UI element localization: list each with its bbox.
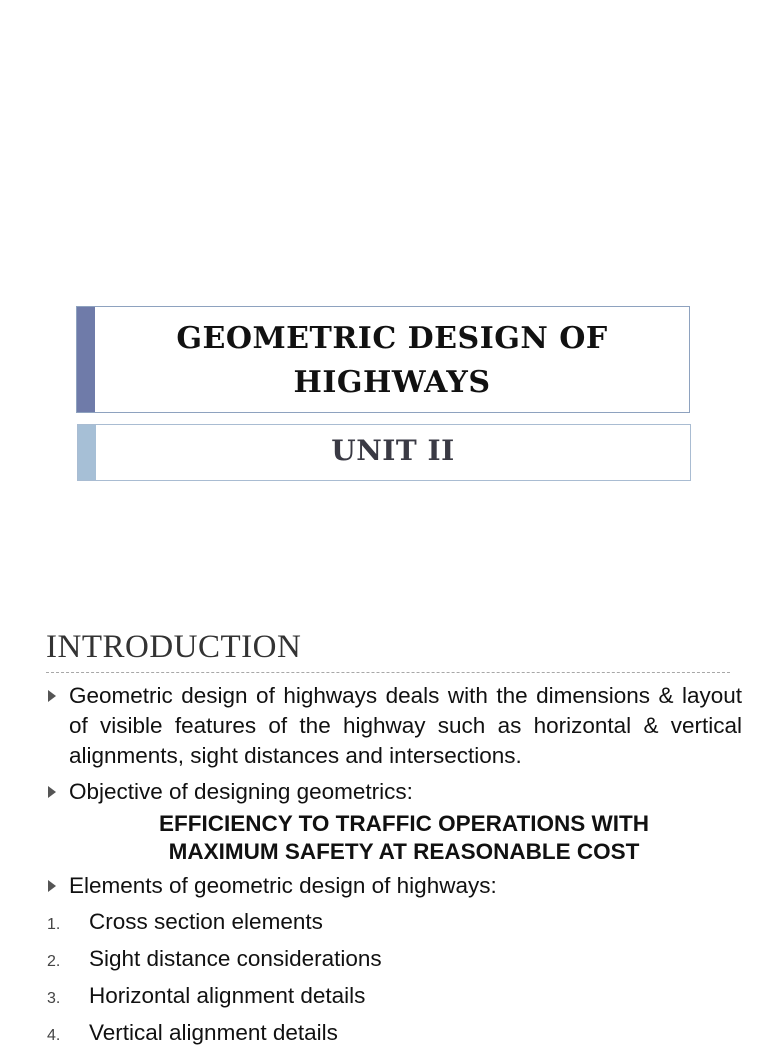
document-title-line-2: HIGHWAYS (293, 365, 491, 400)
list-number: 4. (47, 1027, 61, 1044)
subtitle-accent-bar (78, 425, 96, 480)
bullet-item (0, 871, 768, 901)
section-content (0, 681, 768, 1051)
list-item (0, 977, 768, 1014)
list-item (0, 903, 768, 940)
objective-line-2: MAXIMUM SAFETY AT REASONABLE COST (168, 839, 640, 864)
title-accent-bar (77, 307, 95, 412)
subtitle-box (77, 424, 691, 481)
triangle-bullet-icon (48, 880, 56, 892)
bullet-text: Objective of designing geometrics: (69, 779, 413, 804)
heading-divider (46, 672, 730, 673)
triangle-bullet-icon (48, 786, 56, 798)
bullet-item (0, 777, 768, 807)
section-heading: INTRODUCTION (46, 629, 302, 665)
objective-statement (0, 810, 768, 866)
title-box (76, 306, 690, 413)
document-title-line-1: GEOMETRIC DESIGN OF (176, 321, 608, 356)
list-item-label: Horizontal alignment details (89, 983, 366, 1008)
list-item-label: Cross section elements (89, 909, 323, 934)
bullet-item (0, 681, 768, 771)
document-title (95, 317, 689, 405)
objective-line-1: EFFICIENCY TO TRAFFIC OPERATIONS WITH (158, 811, 649, 836)
bullet-text: Elements of geometric design of highways: (69, 873, 497, 898)
list-number: 2. (47, 953, 61, 970)
list-item (0, 1014, 768, 1051)
list-number: 1. (47, 916, 61, 933)
elements-list (0, 903, 768, 1051)
triangle-bullet-icon (48, 690, 56, 702)
list-item-label: Vertical alignment details (89, 1020, 338, 1045)
list-number: 3. (47, 990, 61, 1007)
document-subtitle: UNIT II (331, 434, 455, 467)
list-item-label: Sight distance considerations (89, 946, 382, 971)
bullet-text: Geometric design of highways deals with the dimensions & layout of visible features of the highway such as horizontal & vertical alignments, sight distances and intersections. (69, 683, 742, 768)
list-item (0, 940, 768, 977)
